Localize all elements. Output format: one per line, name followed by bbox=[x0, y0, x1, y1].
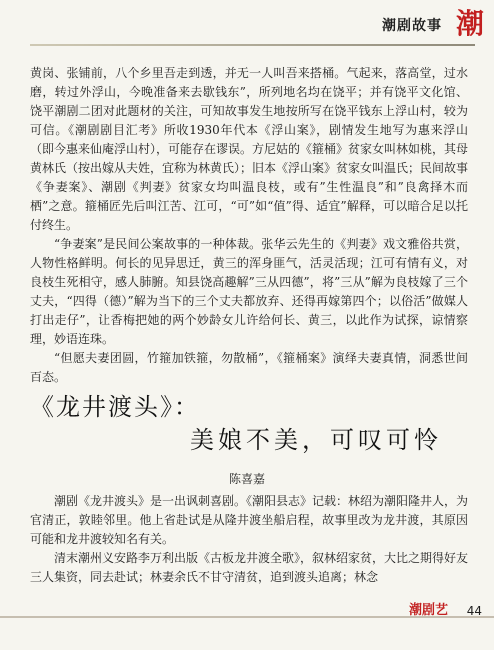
paragraph: “争妻案”是民间公案故事的一种体裁。张华云先生的《判妻》戏文雅俗共赏，人物性格鲜明。何长的见异思迁，黄三的浑身匪气，活灵活现；江可有情有义，对良枝生死相守，感人肺腑。知县饶高趣解”三从四德”，将”三从”解为良枝嫁了三个丈夫，“四得（德）”解为当下的三个丈夫都放弃、还得再嫁第四个；以俗活”做媒人打出走仔”，让香梅把她的两个妙龄女儿许给何长、黄三，以此作为试探，谅情察理，妙语连珠。 bbox=[30, 237, 468, 346]
section-title: 潮剧故事 bbox=[382, 18, 442, 34]
author-name: 陈喜嘉 bbox=[228, 472, 265, 486]
paragraph: 黄岗、张铺前，八个乡里吾走到透，并无一人叫吾来搭桶。气起来，落高堂，过水磨，转过外浮山，今晚准备来去歇钱东”，所列地名均在饶平；并有饶平文化馆、饶平潮剧二团对此题材的关注，可知故事发生地按所写在饶平钱东上浮山村，较为可信。《潮剧剧目汇考》所收1930年代本《浮山案》，剧情发生地写为惠来浮山（即今惠来仙庵浮山村），可能存在谬误。方尼姑的《箍桶》贫家女叫林如桃，其母黄林氏（按出嫁从夫姓，宜称为林黄氏）；旧本《浮山案》贫家女叫温氏；民间故事《争妻案》、潮剧《判妻》贫家女均叫温良枝，或有”生性温良”和”良禽择木而栖”之意。箍桶匠先后叫江苦、江可，“可”如“值”得、适宜”解释，可以暗合足以托付终生。 bbox=[30, 66, 469, 232]
story-subtitle: 美娘不美，可叹可怜 bbox=[190, 426, 442, 454]
paragraph: 清末潮州义安路李万利出版《古板龙井渡全歌》，叙林绍家贫，大比之期得好友三人集资，同去赴试；林妻余氏不甘守清贫，追到渡头追离；林念 bbox=[30, 551, 469, 584]
article-body-1 bbox=[30, 64, 468, 387]
paragraph: “但愿夫妻团圆，竹箍加铁箍，勿散桶”，《箍桶案》演绎夫妻真情，洞悉世间百态。 bbox=[30, 351, 468, 384]
header-divider bbox=[30, 44, 475, 46]
story-title: 《龙井渡头》： bbox=[30, 393, 200, 421]
paragraph: 潮剧《龙井渡头》是一出讽刺喜剧。《潮阳县志》记载：林绍为潮阳隆井人，为官清正，敦睦邻里。他上省赴试是从隆井渡坐船启程，故事里改为龙井渡，其原因可能和龙井渡较知名有关。 bbox=[30, 494, 469, 546]
page-number: 44 bbox=[466, 604, 482, 618]
magazine-logo: 潮 bbox=[455, 7, 484, 40]
page-header bbox=[0, 0, 494, 50]
footer-logo: 潮剧艺 bbox=[408, 603, 448, 618]
article-body-2 bbox=[30, 492, 468, 587]
